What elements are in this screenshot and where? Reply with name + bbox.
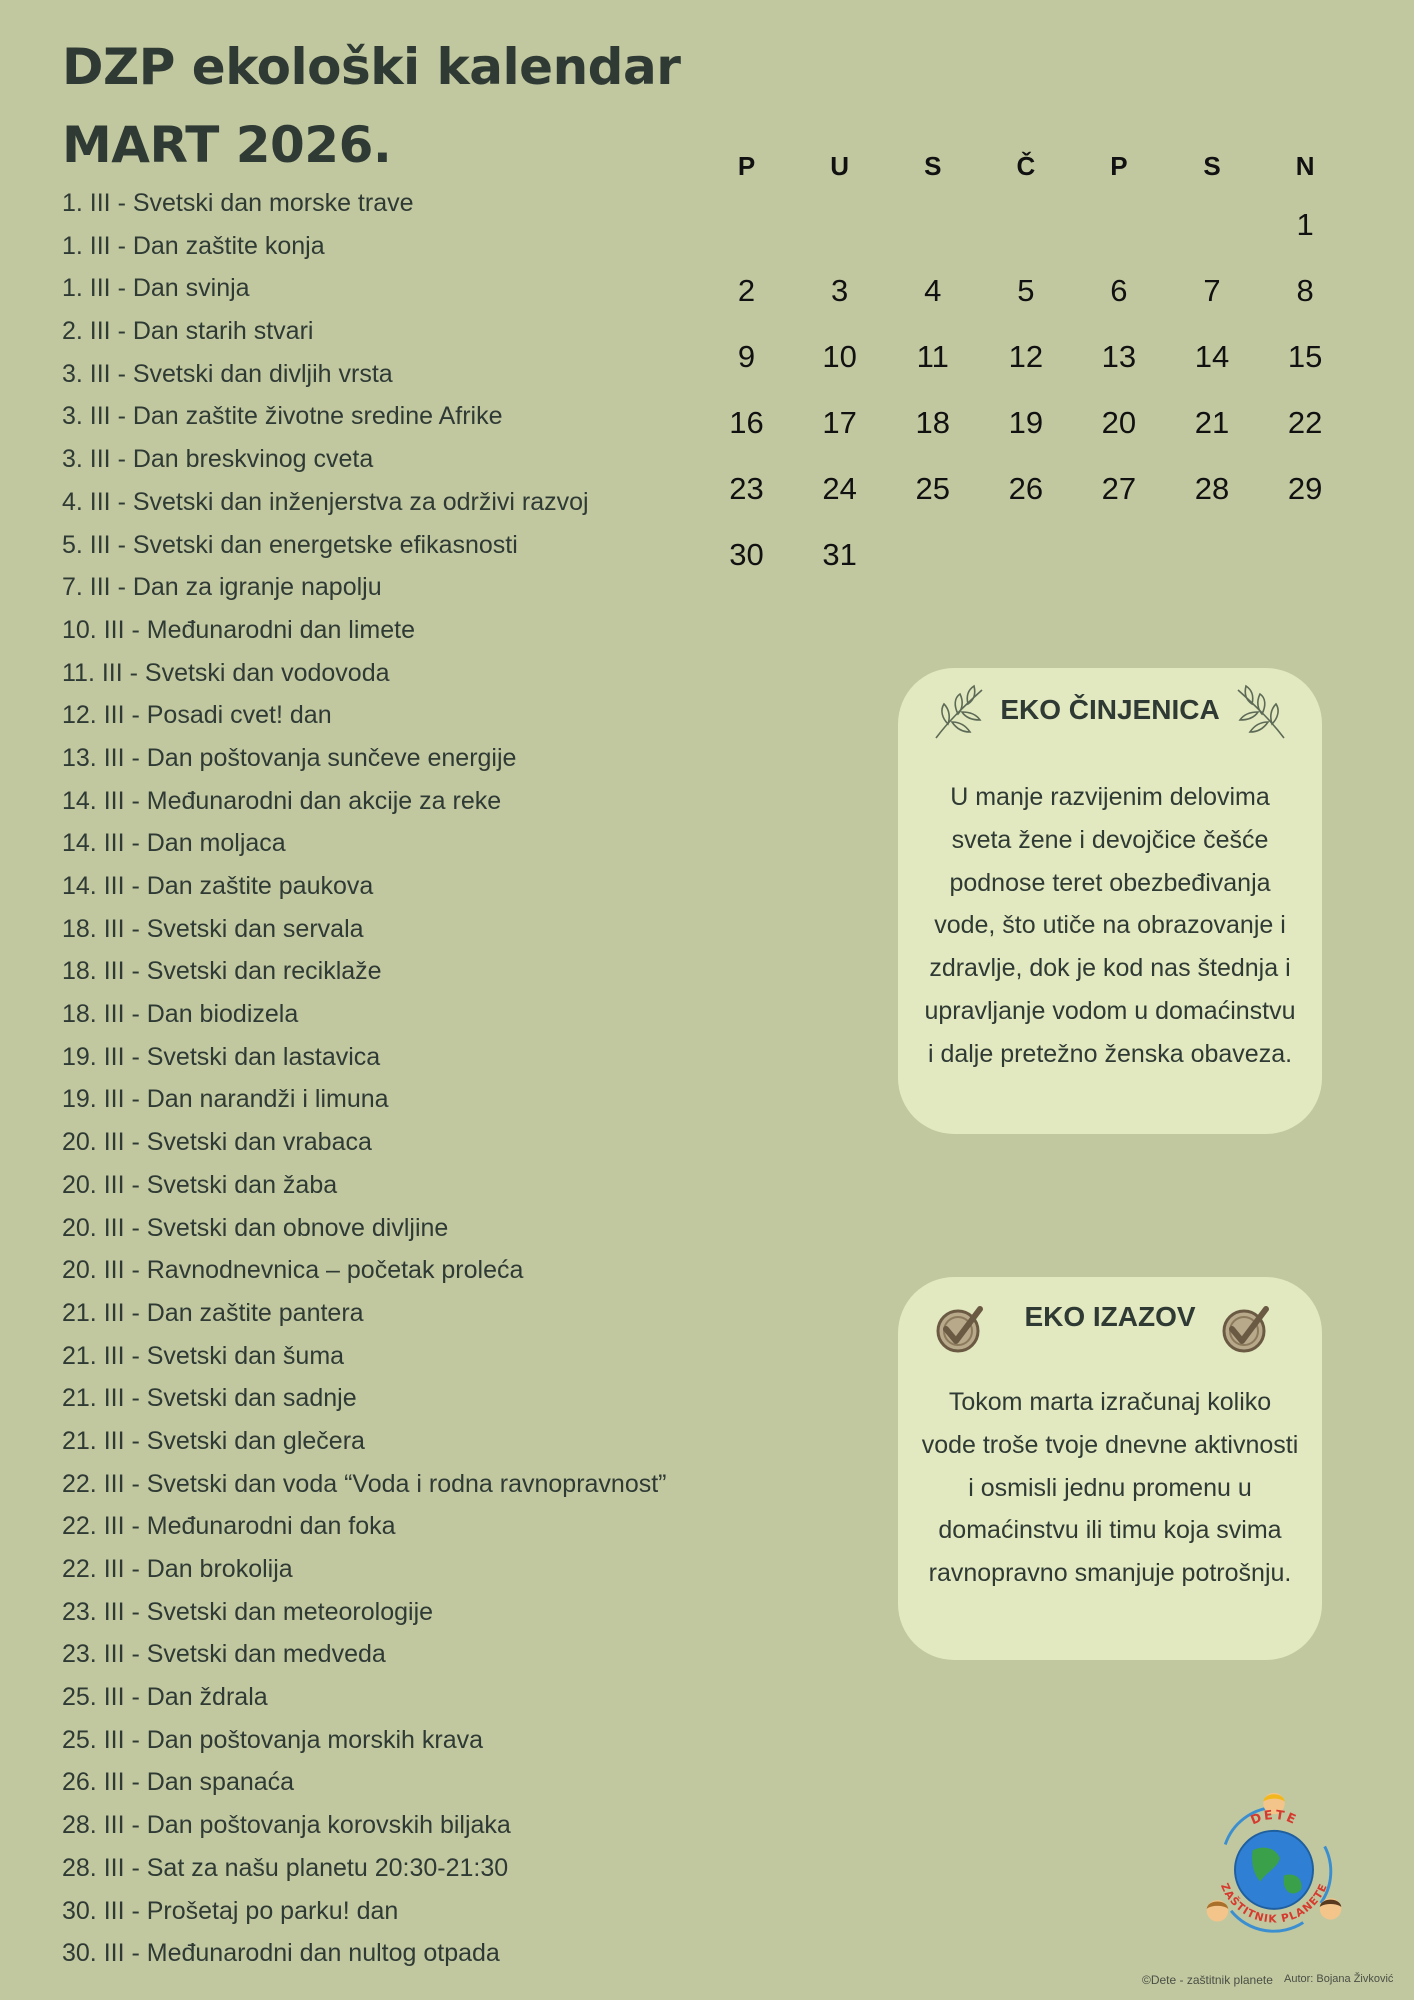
eco-fact-card [898, 668, 1322, 1134]
event-list [62, 182, 667, 1975]
event-item: 3. III - Dan breskvinog cveta [62, 445, 374, 474]
event-item: 14. III - Dan moljaca [62, 829, 286, 858]
calendar-week-row [700, 324, 1352, 390]
calendar-day [886, 522, 979, 588]
calendar-day [700, 192, 793, 258]
calendar-day: 23 [729, 471, 764, 506]
event-item: 22. III - Dan brokolija [62, 1555, 293, 1583]
event-item: 20. III - Ravnodnevnica – početak proleća [62, 1256, 524, 1285]
eco-challenge-card [898, 1277, 1322, 1660]
event-item: 14. III - Dan zaštite paukova [62, 872, 374, 900]
calendar-day [886, 192, 979, 258]
calendar-day: 14 [1194, 339, 1230, 374]
event-item: 20. III - Svetski dan obnove divljine [62, 1213, 449, 1242]
calendar-day: 28 [1194, 471, 1230, 506]
calendar-day [1072, 192, 1165, 258]
weekday-label: P [1110, 151, 1128, 181]
event-item: 12. III - Posadi cvet! dan [62, 701, 332, 730]
calendar-week-row [700, 192, 1352, 258]
event-item: 22. III - Svetski dan voda “Voda i rodna ravnopravnost” [62, 1469, 667, 1498]
calendar-day: 11 [916, 339, 949, 374]
calendar-day: 20 [1101, 405, 1137, 440]
calendar-day [1165, 192, 1258, 258]
calendar-weeks [700, 192, 1352, 588]
calendar-day [1072, 522, 1165, 588]
footer-author: Autor: Bojana Živković [1284, 1973, 1394, 1985]
calendar-day: 5 [1017, 273, 1035, 308]
weekday-label: S [924, 151, 942, 181]
weekday-label: U [830, 151, 850, 181]
calendar-week-row [700, 390, 1352, 456]
event-item: 20. III - Svetski dan vrabaca [62, 1128, 372, 1157]
event-item: 26. III - Dan spanaća [62, 1768, 295, 1797]
event-item: 30. III - Međunarodni dan nultog otpada [62, 1939, 500, 1968]
event-item: 1. III - Dan svinja [62, 274, 250, 303]
event-item: 21. III - Svetski dan sadnje [62, 1384, 357, 1413]
calendar-day [793, 192, 886, 258]
event-item: 5. III - Svetski dan energetske efikasnosti [62, 530, 518, 559]
logo-top-text: DETE [1248, 1806, 1301, 1828]
dete-zastitnik-planete-logo [1196, 1786, 1352, 1942]
calendar-day: 25 [915, 471, 950, 506]
event-item: 25. III - Dan poštovanja morskih krava [62, 1725, 484, 1754]
event-item: 18. III - Svetski dan reciklaže [62, 957, 382, 986]
calendar-day: 3 [831, 273, 849, 308]
event-item: 20. III - Svetski dan žaba [62, 1170, 338, 1199]
event-item: 23. III - Svetski dan medveda [62, 1640, 386, 1669]
calendar-day: 1 [1296, 207, 1314, 242]
event-item: 4. III - Svetski dan inženjerstva za održivi razvoj [62, 487, 589, 516]
calendar-day [979, 192, 1072, 258]
title-line-1: DZP ekološki kalendar [62, 38, 681, 96]
calendar-day: 4 [924, 273, 942, 308]
calendar-day: 24 [822, 471, 857, 506]
eco-fact-title: EKO ČINJENICA [1000, 694, 1220, 725]
page-title [62, 28, 680, 184]
event-item: 13. III - Dan poštovanja sunčeve energije [62, 743, 517, 772]
event-item: 14. III - Međunarodni dan akcije za reke [62, 786, 502, 815]
event-item: 21. III - Svetski dan šuma [62, 1341, 345, 1370]
calendar-day: 8 [1296, 273, 1314, 308]
calendar-day: 30 [729, 537, 764, 572]
event-item: 22. III - Međunarodni dan foka [62, 1512, 396, 1541]
event-item: 3. III - Svetski dan divljih vrsta [62, 359, 393, 388]
event-item: 1. III - Dan zaštite konja [62, 231, 325, 260]
calendar-day: 21 [1194, 405, 1230, 440]
calendar-day: 18 [915, 405, 950, 440]
event-item: 21. III - Svetski dan glečera [62, 1426, 365, 1455]
event-item: 2. III - Dan starih stvari [62, 317, 314, 346]
calendar-day: 17 [822, 405, 857, 440]
weekday-header [700, 140, 1352, 192]
event-item: 18. III - Dan biodizela [62, 1000, 299, 1029]
calendar-day: 13 [1101, 339, 1137, 374]
calendar-day: 6 [1110, 273, 1128, 308]
weekday-label: P [737, 151, 756, 181]
calendar-day: 2 [737, 273, 756, 308]
event-item: 3. III - Dan zaštite životne sredine Afrike [62, 402, 503, 431]
calendar-day: 29 [1287, 471, 1323, 506]
calendar-day: 31 [822, 537, 857, 572]
event-item: 7. III - Dan za igranje napolju [62, 573, 382, 602]
calendar-day: 19 [1008, 405, 1044, 440]
eco-fact-text: U manje razvijenim delovima sveta žene i devojčice češće podnose teret obezbeđivanja vode, što utiče na obrazovanje i zdravlje, dok je kod nas štednja i upravljanje vodom u domaćinstvu i dalje pretežno ženska obaveza. [924, 783, 1296, 1068]
event-item: 28. III - Sat za našu planetu 20:30-21:30 [62, 1853, 509, 1882]
weekday-label: S [1203, 151, 1221, 181]
calendar-grid [700, 140, 1352, 588]
eco-challenge-title: EKO IZAZOV [1024, 1301, 1196, 1332]
calendar-day [1259, 522, 1352, 588]
event-item: 21. III - Dan zaštite pantera [62, 1298, 364, 1327]
calendar-day: 27 [1101, 471, 1137, 506]
eco-challenge-text: Tokom marta izračunaj koliko vode troše tvoje dnevne aktivnosti i osmisli jednu promenu u domaćinstvu ili timu koja svima ravnopravno smanjuje potrošnju. [921, 1388, 1299, 1588]
event-item: 19. III - Dan narandži i limuna [62, 1085, 389, 1114]
event-item: 25. III - Dan ždrala [62, 1683, 268, 1712]
weekday-label: N [1295, 151, 1315, 181]
event-item: 30. III - Prošetaj po parku! dan [62, 1896, 399, 1925]
globe-icon [1235, 1831, 1313, 1909]
event-item: 18. III - Svetski dan servala [62, 914, 364, 943]
event-item: 23. III - Svetski dan meteorologije [62, 1597, 434, 1626]
weekday-label: Č [1016, 151, 1036, 181]
footer-copyright: ©Dete - zaštitnik planete [1142, 1973, 1273, 1987]
title-line-2: MART 2026. [62, 116, 392, 174]
calendar-day: 12 [1008, 339, 1044, 374]
calendar-day [1165, 522, 1258, 588]
calendar-day: 9 [737, 339, 756, 374]
calendar-week-row [700, 522, 1352, 588]
calendar-day: 10 [822, 339, 857, 374]
event-item: 28. III - Dan poštovanja korovskih biljaka [62, 1811, 511, 1840]
event-item: 10. III - Međunarodni dan limete [62, 615, 415, 644]
calendar-day: 15 [1287, 339, 1323, 374]
calendar-day: 16 [729, 405, 764, 440]
calendar-week-row [700, 258, 1352, 324]
calendar-day: 7 [1203, 273, 1221, 308]
logo-bottom-text: ZAŠTITNIK PLANETE [1217, 1881, 1331, 1926]
event-item: 11. III - Svetski dan vodovoda [62, 658, 390, 687]
calendar-day [979, 522, 1072, 588]
event-item: 1. III - Svetski dan morske trave [62, 189, 414, 217]
calendar-day: 26 [1008, 471, 1044, 506]
calendar-week-row [700, 456, 1352, 522]
event-item: 19. III - Svetski dan lastavica [62, 1042, 381, 1071]
calendar-day: 22 [1287, 405, 1323, 440]
